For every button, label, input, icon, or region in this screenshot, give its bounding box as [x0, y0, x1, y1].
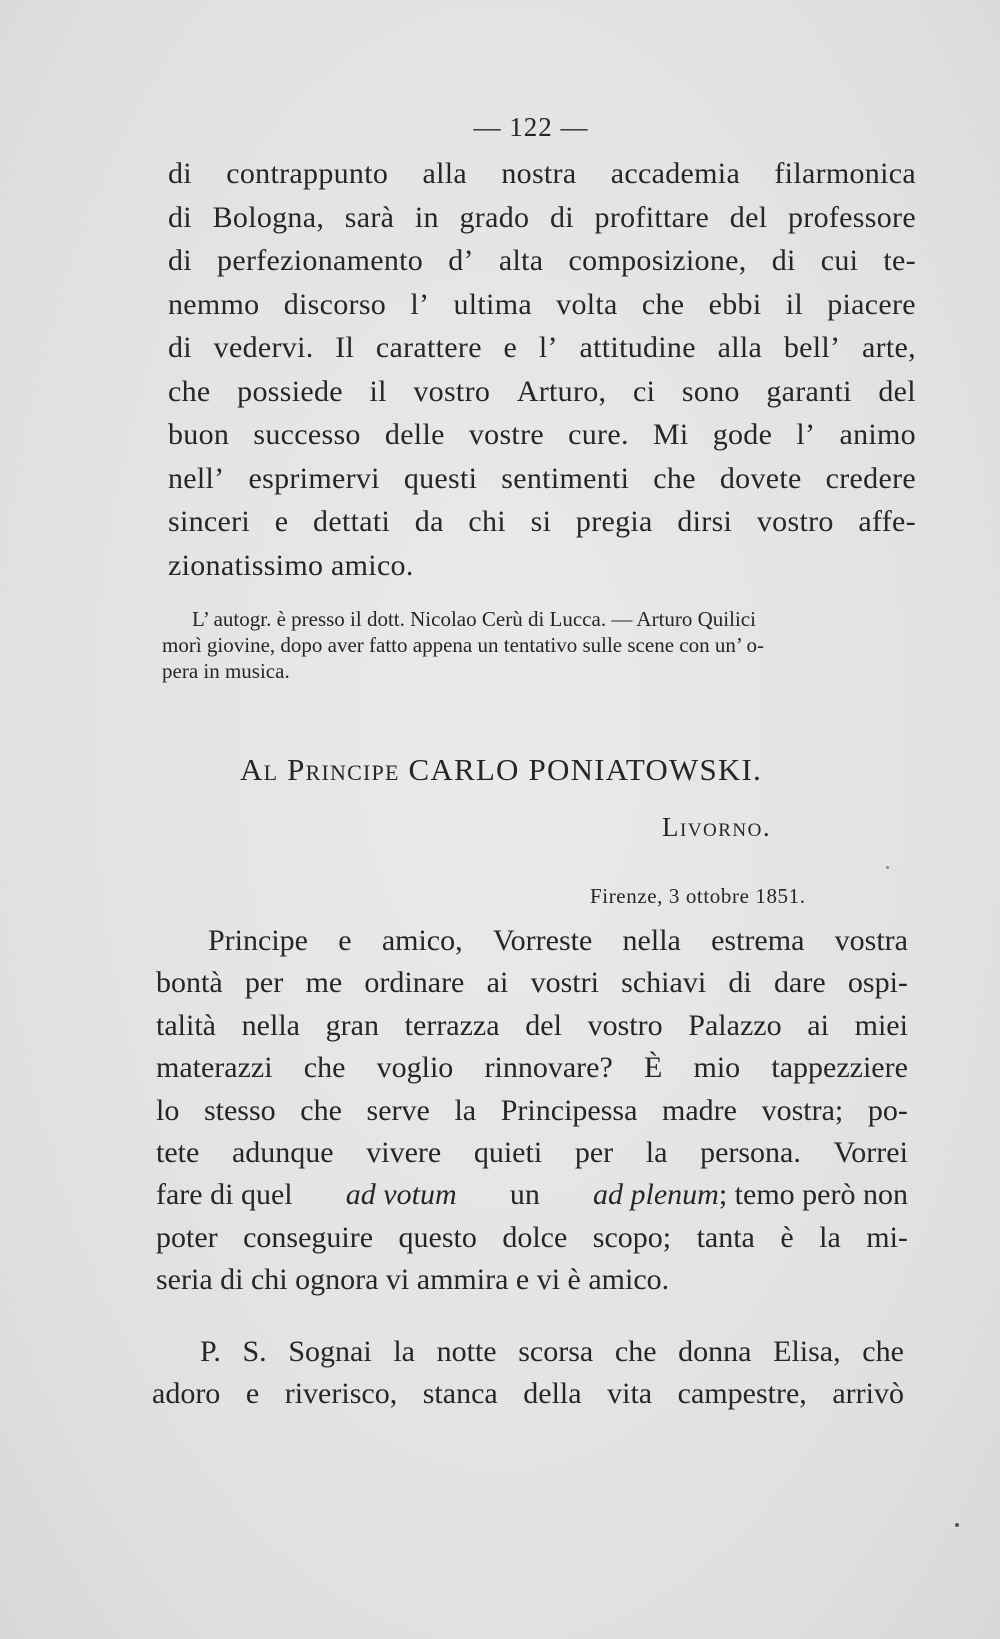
heading-recipient-name: CARLO PONIATOWSKI.: [408, 752, 762, 787]
paper-speck: [955, 1523, 959, 1527]
page-number: — 122 —: [473, 112, 589, 142]
body-line: tete adunque vivere quieti per la persona. Vorrei: [156, 1136, 908, 1170]
heading-title-prefix: Al Principe: [240, 752, 400, 787]
letter-body: [156, 920, 908, 1302]
body-line: nell’ esprimervi questi sentimenti che dovete credere: [168, 461, 916, 495]
body-line: di perfezionamento d’ alta composizione, di cui te-: [168, 244, 916, 277]
body-line: di Bologna, sarà in grado di profittare del professore: [168, 200, 916, 234]
postscript-line: adoro e riverisco, stanca della vita campestre, arrivò: [152, 1377, 904, 1410]
footnote-line: morì giovine, dopo aver fatto appena un tentativo sulle scene con un’ o-: [162, 633, 765, 657]
footnote-line: L’ autogr. è presso il dott. Nicolao Cerù di Lucca. — Arturo Quilici: [192, 607, 756, 631]
letter-heading: [240, 752, 762, 788]
body-text: fare di quel: [156, 1178, 293, 1212]
body-line: di vedervi. Il carattere e l’ attitudine alla bell’ arte,: [168, 331, 916, 364]
body-line: [156, 1174, 908, 1216]
body-line: seria di chi ognora vi ammira e vi è amico.: [156, 1263, 670, 1297]
body-text: ; temo però non: [718, 1178, 908, 1212]
body-line: zionatissimo amico.: [168, 548, 414, 582]
body-line: Principe e amico, Vorreste nella estrema vostra: [208, 924, 908, 957]
body-text: un: [509, 1178, 540, 1212]
body-line: buon successo delle vostre cure. Mi gode l’ animo: [168, 418, 916, 451]
footnote-line: pera in musica.: [162, 659, 290, 683]
postscript: [152, 1331, 904, 1415]
letter-city: Livorno.: [662, 812, 772, 842]
latin-phrase: ad votum: [345, 1178, 457, 1212]
body-line: sinceri e dettati da chi si pregia dirsi vostro affe-: [168, 505, 916, 538]
body-line: talità nella gran terrazza del vostro Palazzo ai miei: [156, 1008, 908, 1042]
body-line: lo stesso che serve la Principessa madre vostra; po-: [156, 1093, 908, 1127]
postscript-line: P. S. Sognai la notte scorsa che donna Elisa, che: [200, 1335, 904, 1368]
body-line: di contrappunto alla nostra accademia filarmonica: [168, 157, 916, 190]
body-line: materazzi che voglio rinnovare? È mio tappezziere: [156, 1051, 908, 1085]
footnote: [162, 606, 920, 684]
letter-date: Firenze, 3 ottobre 1851.: [590, 884, 806, 908]
body-line: poter conseguire questo dolce scopo; tanta è la mi-: [156, 1220, 908, 1254]
latin-phrase: ad plenum: [593, 1178, 719, 1212]
letter-body-continued: [168, 152, 916, 587]
paper-speck: [886, 866, 889, 869]
body-line: che possiede il vostro Arturo, ci sono garanti del: [168, 374, 916, 408]
body-line: bontà per me ordinare ai vostri schiavi di dare ospi-: [156, 966, 908, 1000]
body-line: nemmo discorso l’ ultima volta che ebbi il piacere: [168, 287, 916, 321]
